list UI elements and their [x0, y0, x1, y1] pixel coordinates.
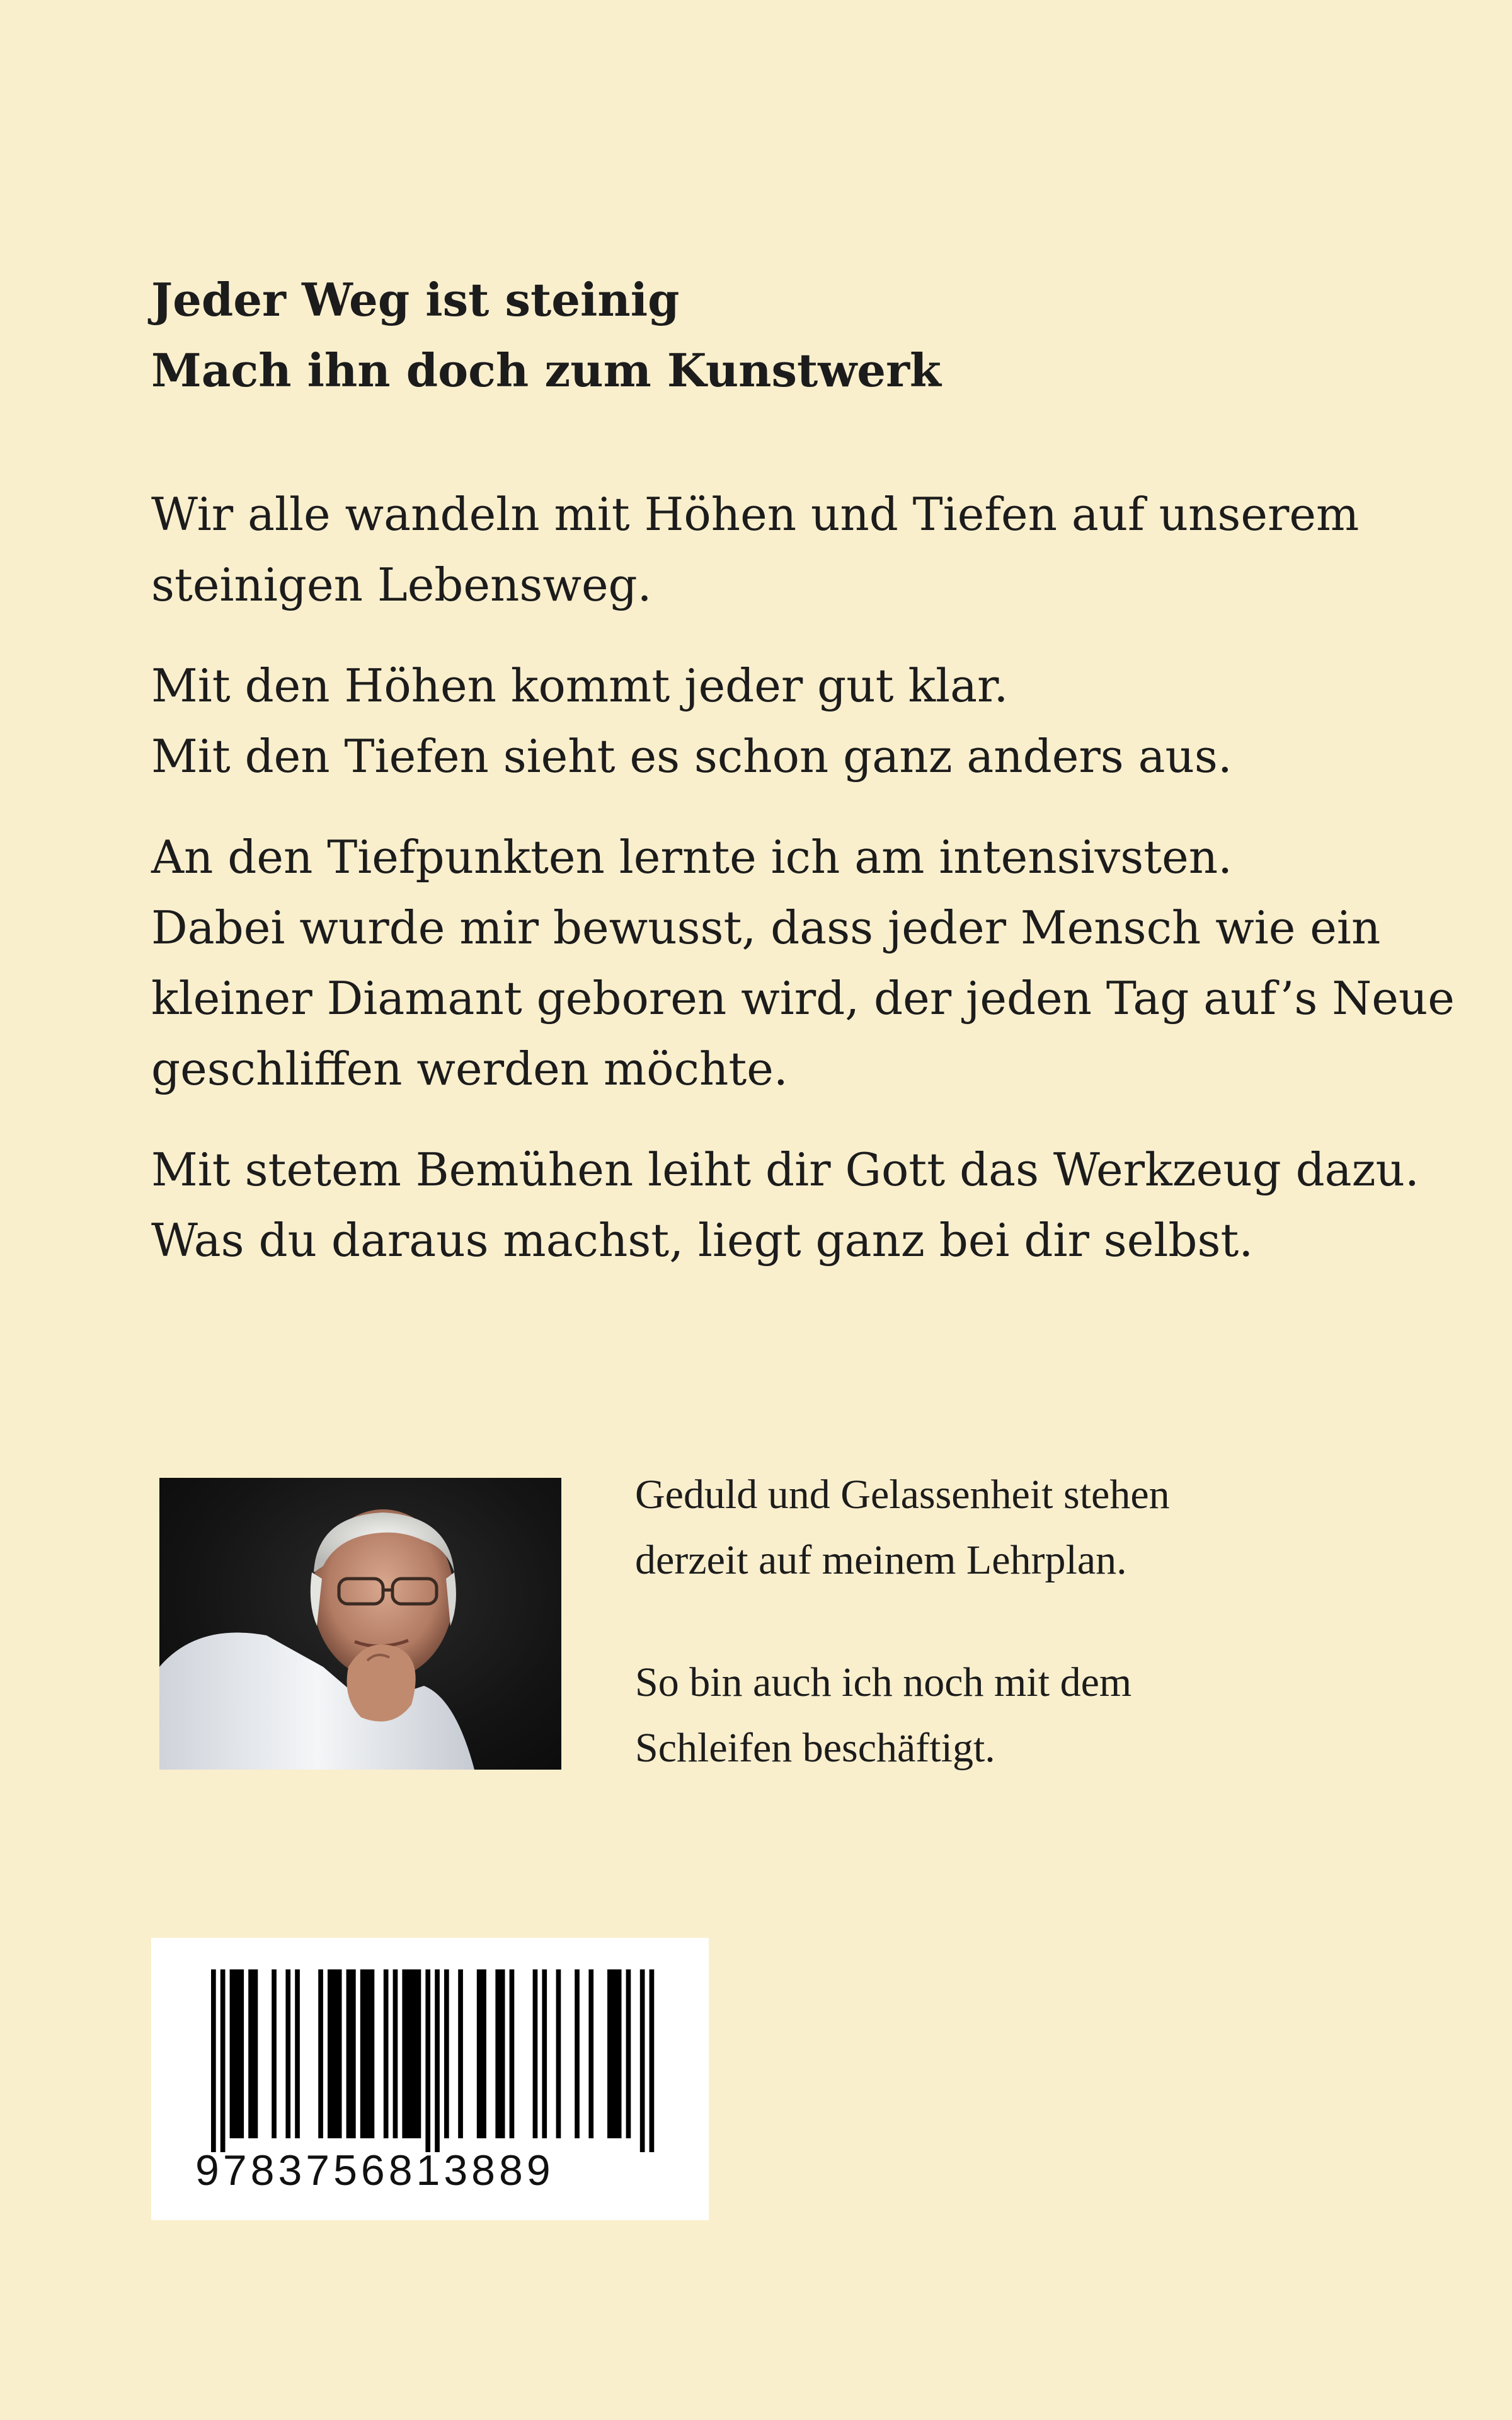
barcode-bar	[575, 1969, 580, 2138]
barcode-bar	[370, 1969, 375, 2138]
paragraph	[635, 1462, 1454, 1593]
barcode-bar	[435, 1969, 440, 2152]
barcode-bar	[444, 1969, 449, 2138]
text-line: Geduld und Gelassenheit stehen	[635, 1472, 1170, 1518]
text-line: Dabei wurde mir bewusst, dass jeder Mensch wie ein	[151, 901, 1381, 954]
barcode-bar	[285, 1969, 290, 2138]
barcode-bar	[416, 1969, 421, 2138]
barcode-bar	[360, 1969, 365, 2138]
barcode-bar	[500, 1969, 505, 2138]
author-photo	[159, 1478, 561, 1770]
headline-line-1: Jeder Weg ist steinig	[151, 273, 680, 326]
barcode-bar	[220, 1969, 226, 2152]
barcode-bar	[556, 1969, 561, 2138]
barcode-bar	[481, 1969, 486, 2138]
author-note	[635, 1462, 1454, 1838]
barcode-bar	[239, 1969, 244, 2138]
barcode-bar	[425, 1969, 430, 2152]
barcode-number: 9783756813889	[195, 2146, 554, 2194]
back-cover-headline	[151, 265, 1411, 406]
paragraph	[635, 1650, 1454, 1781]
text-line: Mit stetem Bemühen leiht dir Gott das Werkzeug dazu.	[151, 1143, 1419, 1196]
text-line: kleiner Diamant geboren wird, der jeden Tag auf’s Neue	[151, 972, 1455, 1025]
barcode-bar	[346, 1969, 352, 2138]
barcode-bar	[626, 1969, 631, 2138]
text-line: An den Tiefpunkten lernte ich am intensivsten.	[151, 831, 1233, 884]
barcode-bar	[328, 1969, 333, 2138]
text-line: Mit den Höhen kommt jeder gut klar.	[151, 659, 1009, 712]
barcode-bar	[332, 1969, 337, 2138]
barcode-bar	[253, 1969, 258, 2138]
barcode-bar	[272, 1969, 277, 2138]
barcode-bar	[477, 1969, 482, 2138]
barcode-bar	[337, 1969, 342, 2138]
text-line: Was du daraus machst, liegt ganz bei dir selbst.	[151, 1214, 1254, 1267]
barcode-bar	[365, 1969, 370, 2138]
text-line: derzeit auf meinem Lehrplan.	[635, 1537, 1127, 1583]
barcode-bar	[617, 1969, 622, 2138]
barcode-bar	[234, 1969, 239, 2138]
barcode-bar	[411, 1969, 416, 2138]
text-line: geschliffen werden möchte.	[151, 1042, 788, 1095]
barcode-bar	[384, 1969, 389, 2138]
text-line: So bin auch ich noch mit dem	[635, 1659, 1132, 1705]
barcode-bar	[607, 1969, 612, 2138]
paragraph	[151, 822, 1455, 1104]
barcode-bars	[176, 1969, 680, 2152]
text-line: Schleifen beschäftigt.	[635, 1725, 995, 1771]
barcode-bar	[211, 1969, 216, 2152]
text-line: steinigen Lebensweg.	[151, 558, 652, 611]
barcode-bar	[407, 1969, 412, 2138]
barcode-bar	[650, 1969, 655, 2152]
barcode-bar	[510, 1969, 515, 2138]
barcode-bar	[318, 1969, 323, 2138]
paragraph	[151, 1134, 1436, 1276]
barcode-bar	[612, 1969, 617, 2138]
blurb-text	[151, 479, 1455, 1306]
barcode-bar	[402, 1969, 407, 2138]
isbn-barcode	[151, 1938, 709, 2220]
text-line: Wir alle wandeln mit Höhen und Tiefen auf unserem	[151, 488, 1360, 541]
barcode-bar	[295, 1969, 300, 2138]
barcode-bar	[588, 1969, 593, 2138]
author-portrait-illustration	[159, 1478, 561, 1770]
barcode-bar	[248, 1969, 253, 2138]
barcode-bar	[640, 1969, 645, 2152]
barcode-bar	[230, 1969, 235, 2138]
barcode-bar	[533, 1969, 538, 2138]
barcode-bar	[495, 1969, 500, 2138]
headline-line-2: Mach ihn doch zum Kunstwerk	[151, 343, 941, 397]
text-line: Mit den Tiefen sieht es schon ganz anders aus.	[151, 730, 1232, 783]
paragraph	[151, 650, 1436, 792]
barcode-bar	[542, 1969, 547, 2138]
barcode-bar	[351, 1969, 356, 2138]
barcode-bar	[393, 1969, 398, 2138]
barcode-bar	[458, 1969, 463, 2138]
paragraph	[151, 479, 1436, 620]
